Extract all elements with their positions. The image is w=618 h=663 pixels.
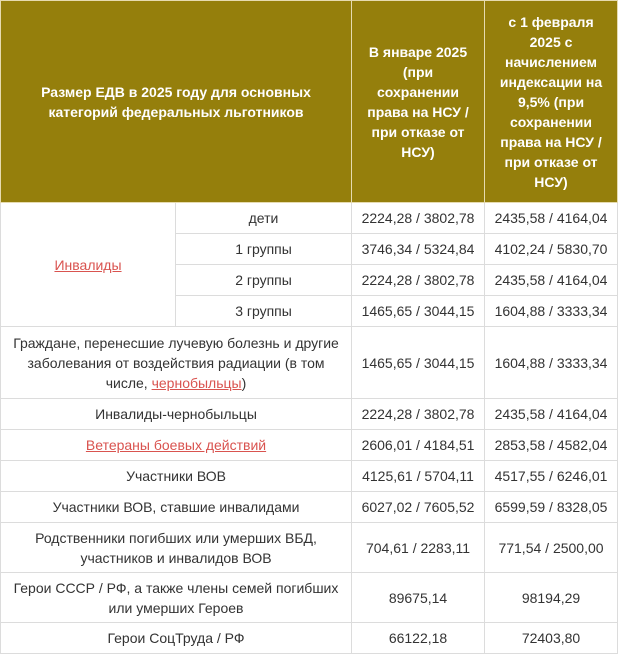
table-header [1,1,618,203]
table-row [1,399,618,430]
category-label: Герои СССР / РФ, а также члены семей погибших или умерших Героев [1,573,352,623]
disabled-link[interactable]: Инвалиды [54,256,122,273]
january-value: 89675,14 [352,573,485,623]
february-value: 6599,59 / 8328,05 [485,492,618,523]
february-value: 1604,88 / 3333,34 [485,296,618,327]
header-january: В январе 2025 (при сохранении права на НСУ / при отказе от НСУ) [352,1,485,203]
february-value: 98194,29 [485,573,618,623]
january-value: 704,61 / 2283,11 [352,523,485,573]
february-value: 2435,58 / 4164,04 [485,399,618,430]
subcategory: 1 группы [176,234,352,265]
table-body [1,203,618,654]
january-value: 2224,28 / 3802,78 [352,399,485,430]
table-row [1,573,618,623]
january-value: 3746,34 / 5324,84 [352,234,485,265]
subcategory: дети [176,203,352,234]
january-value: 2606,01 / 4184,51 [352,430,485,461]
category-disabled [1,203,176,327]
table-row [1,203,618,234]
chernobyl-link[interactable]: чернобыльцы [151,374,242,391]
february-value: 2853,58 / 4582,04 [485,430,618,461]
category-radiation [1,327,352,399]
header-february: с 1 февраля 2025 с начислением индексации на 9,5% (при сохранении права на НСУ / при отказе от НСУ) [485,1,618,203]
january-value: 4125,61 / 5704,11 [352,461,485,492]
february-value: 4517,55 / 6246,01 [485,461,618,492]
january-value: 6027,02 / 7605,52 [352,492,485,523]
category-veterans [1,430,352,461]
january-value: 1465,65 / 3044,15 [352,296,485,327]
february-value: 72403,80 [485,623,618,654]
category-label: Герои СоцТруда / РФ [1,623,352,654]
radiation-text: Граждане, перенесшие лучевую болезнь и другие заболевания от воздействия радиации (в том числе, [13,334,339,391]
subcategory: 3 группы [176,296,352,327]
table-row [1,523,618,573]
category-label: Участники ВОВ, ставшие инвалидами [1,492,352,523]
category-label: Участники ВОВ [1,461,352,492]
table-row [1,430,618,461]
february-value: 4102,24 / 5830,70 [485,234,618,265]
header-category: Размер ЕДВ в 2025 году для основных категорий федеральных льготников [1,1,352,203]
table-row [1,492,618,523]
category-label: Инвалиды-чернобыльцы [1,399,352,430]
subcategory: 2 группы [176,265,352,296]
category-label: Родственники погибших или умерших ВБД, участников и инвалидов ВОВ [1,523,352,573]
radiation-text-end: ) [241,374,247,391]
february-value: 1604,88 / 3333,34 [485,327,618,399]
february-value: 771,54 / 2500,00 [485,523,618,573]
combat-veterans-link[interactable]: Ветераны боевых действий [85,437,267,453]
january-value: 2224,28 / 3802,78 [352,265,485,296]
january-value: 1465,65 / 3044,15 [352,327,485,399]
february-value: 2435,58 / 4164,04 [485,265,618,296]
table-row [1,327,618,399]
table-row [1,461,618,492]
table-row [1,623,618,654]
january-value: 66122,18 [352,623,485,654]
january-value: 2224,28 / 3802,78 [352,203,485,234]
february-value: 2435,58 / 4164,04 [485,203,618,234]
